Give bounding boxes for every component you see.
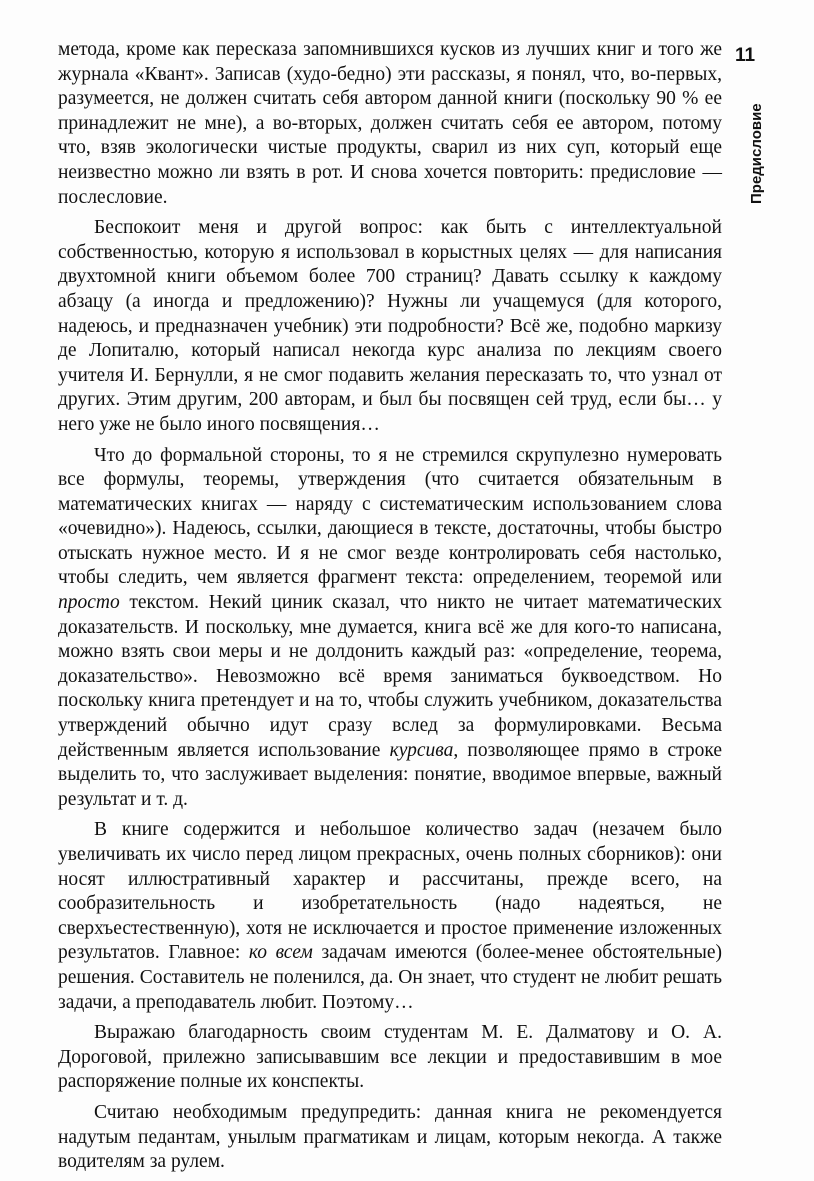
page-number: 11 xyxy=(735,45,756,66)
paragraph-acknowledgements xyxy=(58,1021,722,1095)
text-run: Выражаю благодарность своим студентам М. Е. Далматову и О. А. Дороговой, прилежно записывавшим все лекции и предоставившим в мое распоряжение полные их конспекты. xyxy=(58,1022,722,1093)
running-head xyxy=(748,94,768,204)
paragraph-warning xyxy=(58,1101,722,1175)
paragraph-continued xyxy=(58,38,722,210)
text-run: метода, кроме как пересказа запомнившихся кусков из лучших книг и того же журнала «Квант». Записав (худо-бедно) эти рассказы, я понял, что, во-первых, разумеется, не должен считать себя автором данной книги (поскольку 90 % ее принадлежит не мне), а во-вторых, должен считать себя ее автором, потому что, взяв экологически чистые продукты, сварил из них суп, который еще неизвестно можно ли взять в рот. И снова хочется повторить: предисловие — послесловие. xyxy=(58,39,722,208)
italic-run: курсива xyxy=(389,739,454,761)
text-run: , позволяющее прямо в строке выделить то, что заслуживает выделения: понятие, вводимое впервые, важный результат и т. д. xyxy=(58,739,723,810)
italic-run: ко всем xyxy=(248,942,313,964)
paragraph-intellectual-property xyxy=(58,216,722,437)
paragraph-formal-side xyxy=(58,444,722,813)
italic-run: просто xyxy=(58,592,120,614)
text-run: В книге содержится и небольшое количество задач (незачем было увеличивать их число перед лицом прекрасных, очень полных сборников): они носят иллюстративный характер и рассчитаны, прежде всего, на сообразительность и изобретательность (надо надеяться, не сверхъестественную), хотя не исключается и простое применение изложенных результатов. Главное: xyxy=(58,819,722,964)
running-head-label: Предисловие xyxy=(748,103,765,204)
body-text xyxy=(58,38,722,1175)
paragraph-problems xyxy=(58,818,722,1015)
text-run: Что до формальной стороны, то я не стремился скрупулезно нумеровать все формулы, теоремы, утверждения (что считается обязательным в математических книгах — наряду с систематическим использованием слова «очевидно»). Надеюсь, ссылки, дающиеся в тексте, достаточны, чтобы быстро отыскать нужное место. И я не смог везде контролировать себя настолько, чтобы следить, чем является фрагмент текста: определением, теоремой или xyxy=(58,444,722,589)
text-run: Считаю необходимым предупредить: данная книга не рекомендуется надутым педантам, унылым прагматикам и лицам, которым некогда. А также водителям за рулем. xyxy=(58,1101,722,1173)
text-run: текстом. Некий циник сказал, что никто не читает математических доказательств. И поскольку, мне думается, книга всё же для кого-то написана, можно взять свои меры и не долдонить каждый раз: «определение, теорема, доказательство». Невозможно всё время заниматься буквоедством. Но поскольку книга претендует и на то, чтобы служить учебником, доказательства утверждений обычно идут сразу вслед за формулировками. Весьма действенным является использование xyxy=(58,592,722,761)
text-run: Беспокоит меня и другой вопрос: как быть с интеллектуальной собственностью, которую я использовал в корыстных целях — для написания двухтомной книги объемом более 700 страниц? Давать ссылку к каждому абзацу (а иногда и предложению)? Нужны ли учащемуся (для которого, надеюсь, и предназначен учебник) эти подробности? Всё же, подобно маркизу де Лопиталю, который написал некогда курс анализа по лекциям своего учителя И. Бернулли, я не смог подавить желания пересказать то, что узнал от других. Этим другим, 200 авторам, и был бы посвящен сей труд, если бы… у него уже не было иного посвящения… xyxy=(58,217,722,435)
text-run: задачам имеются (более-менее обстоятельные) решения. Составитель не поленился, да. Он знает, что студент не любит решать задачи, а преподаватель любит. Поэтому… xyxy=(58,942,722,1013)
